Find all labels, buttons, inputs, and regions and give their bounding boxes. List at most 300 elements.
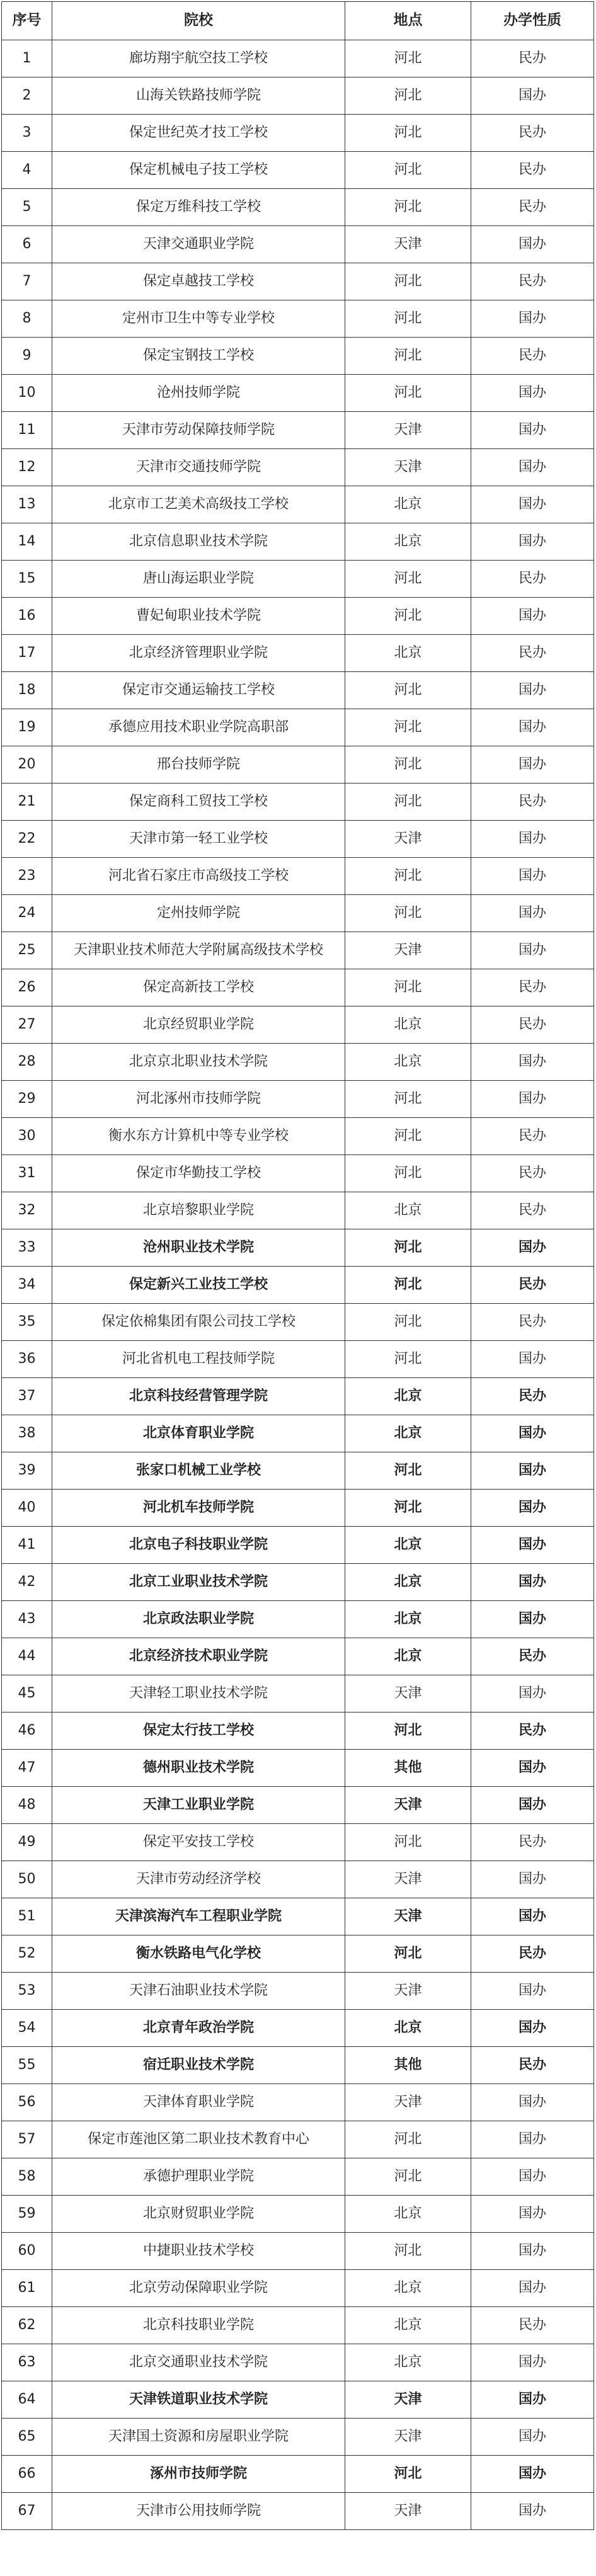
row-number: 15 [2, 561, 52, 598]
school-location: 天津 [345, 412, 471, 449]
school-location: 河北 [345, 672, 471, 709]
table-row [2, 2196, 594, 2233]
table-row [2, 1713, 594, 1750]
school-location: 河北 [345, 338, 471, 375]
table-row [2, 1935, 594, 1973]
school-name: 保定宝钢技工学校 [52, 338, 345, 375]
table-row [2, 2121, 594, 2158]
row-number: 65 [2, 2419, 52, 2456]
school-name: 北京工业职业技术学院 [52, 1564, 345, 1601]
school-name: 天津市劳动经济学校 [52, 1861, 345, 1898]
row-number: 9 [2, 338, 52, 375]
row-number: 49 [2, 1824, 52, 1861]
school-location: 天津 [345, 1675, 471, 1713]
school-name: 宿迁职业技术学院 [52, 2047, 345, 2084]
table-row [2, 1267, 594, 1304]
row-number: 60 [2, 2233, 52, 2270]
table-row [2, 1824, 594, 1861]
row-number: 23 [2, 858, 52, 895]
school-name: 天津市劳动保障技师学院 [52, 412, 345, 449]
row-number: 44 [2, 1638, 52, 1675]
school-nature: 国办 [471, 1861, 594, 1898]
school-nature: 民办 [471, 1378, 594, 1415]
school-nature: 国办 [471, 2381, 594, 2419]
school-nature: 国办 [471, 672, 594, 709]
row-number: 13 [2, 486, 52, 523]
table-row [2, 1490, 594, 1527]
table-row [2, 1415, 594, 1452]
row-number: 38 [2, 1415, 52, 1452]
school-nature: 国办 [471, 1044, 594, 1081]
school-name: 唐山海运职业学院 [52, 561, 345, 598]
school-nature: 国办 [471, 932, 594, 969]
school-name: 保定市交通运输技工学校 [52, 672, 345, 709]
table-row [2, 598, 594, 635]
table-row [2, 932, 594, 969]
row-number: 17 [2, 635, 52, 672]
school-location: 北京 [345, 1601, 471, 1638]
school-location: 天津 [345, 1861, 471, 1898]
school-nature: 国办 [471, 2233, 594, 2270]
school-nature: 国办 [471, 2121, 594, 2158]
school-name: 北京培黎职业学院 [52, 1192, 345, 1229]
school-nature: 国办 [471, 523, 594, 561]
school-nature: 国办 [471, 77, 594, 115]
school-name: 保定卓越技工学校 [52, 263, 345, 300]
school-nature: 国办 [471, 2270, 594, 2307]
table-row [2, 1006, 594, 1044]
school-nature: 民办 [471, 2047, 594, 2084]
school-name: 保定平安技工学校 [52, 1824, 345, 1861]
row-number: 1 [2, 40, 52, 77]
school-location: 北京 [345, 2196, 471, 2233]
row-number: 8 [2, 300, 52, 338]
table-row [2, 2419, 594, 2456]
table-row [2, 1787, 594, 1824]
school-name: 沧州技师学院 [52, 375, 345, 412]
school-name: 中捷职业技术学校 [52, 2233, 345, 2270]
row-number: 14 [2, 523, 52, 561]
row-number: 56 [2, 2084, 52, 2121]
school-name: 北京经贸职业学院 [52, 1006, 345, 1044]
table-row [2, 1341, 594, 1378]
table-row [2, 2233, 594, 2270]
school-location: 其他 [345, 2047, 471, 2084]
table-row [2, 375, 594, 412]
school-nature: 民办 [471, 189, 594, 226]
school-location: 河北 [345, 1452, 471, 1490]
table-row [2, 969, 594, 1006]
row-number: 19 [2, 709, 52, 746]
row-number: 48 [2, 1787, 52, 1824]
school-nature: 民办 [471, 152, 594, 189]
school-nature: 民办 [471, 1267, 594, 1304]
table-row [2, 189, 594, 226]
school-location: 天津 [345, 2419, 471, 2456]
school-location: 河北 [345, 40, 471, 77]
school-name: 曹妃甸职业技术学院 [52, 598, 345, 635]
row-number: 30 [2, 1118, 52, 1155]
school-location: 天津 [345, 449, 471, 486]
school-nature: 国办 [471, 1601, 594, 1638]
row-number: 22 [2, 821, 52, 858]
school-location: 天津 [345, 2493, 471, 2530]
school-name: 涿州市技师学院 [52, 2456, 345, 2493]
row-number: 11 [2, 412, 52, 449]
school-nature: 国办 [471, 226, 594, 263]
school-name: 保定市莲池区第二职业技术教育中心 [52, 2121, 345, 2158]
row-number: 4 [2, 152, 52, 189]
table-row [2, 1044, 594, 1081]
school-nature: 国办 [471, 1675, 594, 1713]
school-name: 保定太行技工学校 [52, 1713, 345, 1750]
row-number: 16 [2, 598, 52, 635]
school-location: 北京 [345, 1415, 471, 1452]
school-location: 北京 [345, 2344, 471, 2381]
school-location: 北京 [345, 1638, 471, 1675]
school-nature: 国办 [471, 1787, 594, 1824]
row-number: 45 [2, 1675, 52, 1713]
school-name: 保定世纪英才技工学校 [52, 115, 345, 152]
school-location: 河北 [345, 784, 471, 821]
row-number: 26 [2, 969, 52, 1006]
header-school: 院校 [52, 2, 345, 40]
school-location: 北京 [345, 1044, 471, 1081]
school-location: 其他 [345, 1750, 471, 1787]
table-row [2, 746, 594, 784]
table-row [2, 2158, 594, 2196]
row-number: 67 [2, 2493, 52, 2530]
school-location: 河北 [345, 1935, 471, 1973]
school-location: 天津 [345, 821, 471, 858]
school-nature: 民办 [471, 1192, 594, 1229]
school-location: 北京 [345, 2010, 471, 2047]
row-number: 40 [2, 1490, 52, 1527]
school-nature: 国办 [471, 895, 594, 932]
row-number: 29 [2, 1081, 52, 1118]
table-row [2, 821, 594, 858]
school-location: 北京 [345, 523, 471, 561]
school-nature: 国办 [471, 2493, 594, 2530]
table-row [2, 1304, 594, 1341]
header-location: 地点 [345, 2, 471, 40]
row-number: 5 [2, 189, 52, 226]
school-name: 北京市工艺美术高级技工学校 [52, 486, 345, 523]
table-header [2, 2, 594, 40]
school-name: 北京京北职业技术学院 [52, 1044, 345, 1081]
school-name: 河北省石家庄市高级技工学校 [52, 858, 345, 895]
school-location: 河北 [345, 709, 471, 746]
school-nature: 民办 [471, 1155, 594, 1192]
row-number: 43 [2, 1601, 52, 1638]
school-name: 北京青年政治学院 [52, 2010, 345, 2047]
school-location: 北京 [345, 2270, 471, 2307]
row-number: 61 [2, 2270, 52, 2307]
row-number: 55 [2, 2047, 52, 2084]
table-row [2, 338, 594, 375]
school-name: 天津铁道职业技术学院 [52, 2381, 345, 2419]
row-number: 3 [2, 115, 52, 152]
school-nature: 民办 [471, 263, 594, 300]
school-location: 河北 [345, 300, 471, 338]
table-row [2, 2010, 594, 2047]
school-location: 河北 [345, 746, 471, 784]
table-row [2, 858, 594, 895]
table-row [2, 1527, 594, 1564]
school-location: 河北 [345, 1155, 471, 1192]
school-name: 沧州职业技术学院 [52, 1229, 345, 1267]
school-location: 天津 [345, 226, 471, 263]
school-name: 天津石油职业技术学院 [52, 1973, 345, 2010]
row-number: 35 [2, 1304, 52, 1341]
table-row [2, 1638, 594, 1675]
school-name: 北京交通职业技术学院 [52, 2344, 345, 2381]
school-name: 保定高新技工学校 [52, 969, 345, 1006]
row-number: 6 [2, 226, 52, 263]
table-row [2, 115, 594, 152]
row-number: 10 [2, 375, 52, 412]
school-location: 河北 [345, 152, 471, 189]
school-name: 北京科技经营管理学院 [52, 1378, 345, 1415]
school-location: 河北 [345, 969, 471, 1006]
school-nature: 民办 [471, 1824, 594, 1861]
school-location: 河北 [345, 263, 471, 300]
school-nature: 民办 [471, 561, 594, 598]
school-nature: 民办 [471, 2307, 594, 2344]
row-number: 20 [2, 746, 52, 784]
school-nature: 国办 [471, 2419, 594, 2456]
table-row [2, 784, 594, 821]
school-location: 河北 [345, 1118, 471, 1155]
school-nature: 民办 [471, 1118, 594, 1155]
row-number: 54 [2, 2010, 52, 2047]
school-name: 河北省机电工程技师学院 [52, 1341, 345, 1378]
table-row [2, 2381, 594, 2419]
school-location: 河北 [345, 2158, 471, 2196]
table-row [2, 412, 594, 449]
school-nature: 民办 [471, 969, 594, 1006]
school-location: 河北 [345, 1713, 471, 1750]
school-location: 河北 [345, 561, 471, 598]
table-row [2, 1192, 594, 1229]
school-name: 天津轻工职业技术学院 [52, 1675, 345, 1713]
table-row [2, 2307, 594, 2344]
school-location: 北京 [345, 1564, 471, 1601]
school-name: 保定新兴工业技工学校 [52, 1267, 345, 1304]
school-name: 北京经济技术职业学院 [52, 1638, 345, 1675]
table-row [2, 2084, 594, 2121]
school-location: 河北 [345, 2456, 471, 2493]
school-nature: 国办 [471, 1973, 594, 2010]
school-nature: 国办 [471, 449, 594, 486]
row-number: 34 [2, 1267, 52, 1304]
row-number: 42 [2, 1564, 52, 1601]
row-number: 21 [2, 784, 52, 821]
school-name: 山海关铁路技师学院 [52, 77, 345, 115]
school-nature: 国办 [471, 1750, 594, 1787]
school-location: 河北 [345, 1341, 471, 1378]
school-location: 北京 [345, 1527, 471, 1564]
school-name: 廊坊翔宇航空技工学校 [52, 40, 345, 77]
school-location: 河北 [345, 895, 471, 932]
school-location: 河北 [345, 2233, 471, 2270]
school-name: 北京政法职业学院 [52, 1601, 345, 1638]
school-location: 河北 [345, 1267, 471, 1304]
row-number: 41 [2, 1527, 52, 1564]
school-name: 保定机械电子技工学校 [52, 152, 345, 189]
school-nature: 国办 [471, 1415, 594, 1452]
school-location: 河北 [345, 1081, 471, 1118]
school-name: 定州市卫生中等专业学校 [52, 300, 345, 338]
school-location: 北京 [345, 1192, 471, 1229]
table-row [2, 40, 594, 77]
school-name: 邢台技师学院 [52, 746, 345, 784]
school-name: 天津交通职业学院 [52, 226, 345, 263]
school-nature: 国办 [471, 1564, 594, 1601]
school-nature: 国办 [471, 2344, 594, 2381]
table-row [2, 1601, 594, 1638]
school-nature: 国办 [471, 598, 594, 635]
school-name: 天津市公用技师学院 [52, 2493, 345, 2530]
row-number: 28 [2, 1044, 52, 1081]
school-nature: 民办 [471, 1638, 594, 1675]
school-location: 河北 [345, 115, 471, 152]
school-location: 天津 [345, 1973, 471, 2010]
school-location: 北京 [345, 1378, 471, 1415]
header-number: 序号 [2, 2, 52, 40]
school-location: 河北 [345, 189, 471, 226]
table-row [2, 2270, 594, 2307]
school-name: 河北机车技师学院 [52, 1490, 345, 1527]
school-nature: 国办 [471, 858, 594, 895]
header-row [2, 2, 594, 40]
table-row [2, 77, 594, 115]
school-name: 北京体育职业学院 [52, 1415, 345, 1452]
school-location: 北京 [345, 1006, 471, 1044]
school-name: 北京科技职业学院 [52, 2307, 345, 2344]
school-nature: 国办 [471, 1527, 594, 1564]
table-body [2, 40, 594, 2530]
school-name: 河北涿州市技师学院 [52, 1081, 345, 1118]
school-nature: 国办 [471, 746, 594, 784]
row-number: 64 [2, 2381, 52, 2419]
school-nature: 民办 [471, 635, 594, 672]
table-row [2, 300, 594, 338]
school-nature: 国办 [471, 2010, 594, 2047]
school-location: 河北 [345, 1490, 471, 1527]
school-nature: 民办 [471, 1304, 594, 1341]
row-number: 33 [2, 1229, 52, 1267]
row-number: 2 [2, 77, 52, 115]
row-number: 66 [2, 2456, 52, 2493]
school-location: 天津 [345, 1787, 471, 1824]
school-name: 保定万维科技工学校 [52, 189, 345, 226]
table-row [2, 1378, 594, 1415]
school-location: 河北 [345, 375, 471, 412]
table-row [2, 2344, 594, 2381]
school-name: 北京劳动保障职业学院 [52, 2270, 345, 2307]
school-nature: 国办 [471, 486, 594, 523]
row-number: 32 [2, 1192, 52, 1229]
row-number: 7 [2, 263, 52, 300]
row-number: 31 [2, 1155, 52, 1192]
school-nature: 国办 [471, 821, 594, 858]
school-nature: 国办 [471, 2158, 594, 2196]
table-row [2, 226, 594, 263]
table-row [2, 2493, 594, 2530]
row-number: 51 [2, 1898, 52, 1935]
school-nature: 国办 [471, 709, 594, 746]
table-row [2, 635, 594, 672]
school-name: 承德应用技术职业学院高职部 [52, 709, 345, 746]
school-location: 天津 [345, 932, 471, 969]
school-location: 北京 [345, 486, 471, 523]
school-location: 河北 [345, 1824, 471, 1861]
school-location: 天津 [345, 2084, 471, 2121]
school-location: 河北 [345, 2121, 471, 2158]
school-nature: 民办 [471, 115, 594, 152]
row-number: 37 [2, 1378, 52, 1415]
table-row [2, 523, 594, 561]
school-name: 保定商科工贸技工学校 [52, 784, 345, 821]
school-nature: 国办 [471, 1490, 594, 1527]
table-row [2, 709, 594, 746]
school-location: 天津 [345, 1898, 471, 1935]
table-row [2, 1229, 594, 1267]
school-name: 天津市第一轻工业学校 [52, 821, 345, 858]
row-number: 52 [2, 1935, 52, 1973]
school-location: 河北 [345, 858, 471, 895]
row-number: 63 [2, 2344, 52, 2381]
table-row [2, 2456, 594, 2493]
school-name: 承德护理职业学院 [52, 2158, 345, 2196]
school-nature: 民办 [471, 784, 594, 821]
table-row [2, 1898, 594, 1935]
school-nature: 民办 [471, 338, 594, 375]
school-name: 定州技师学院 [52, 895, 345, 932]
school-name: 衡水东方计算机中等专业学校 [52, 1118, 345, 1155]
school-name: 保定市华勤技工学校 [52, 1155, 345, 1192]
table-row [2, 561, 594, 598]
school-name: 北京信息职业技术学院 [52, 523, 345, 561]
table-row [2, 1118, 594, 1155]
school-name: 天津职业技术师范大学附属高级技术学校 [52, 932, 345, 969]
school-nature: 民办 [471, 1935, 594, 1973]
table-row [2, 486, 594, 523]
school-nature: 国办 [471, 1452, 594, 1490]
row-number: 25 [2, 932, 52, 969]
school-nature: 民办 [471, 1006, 594, 1044]
school-name: 天津工业职业学院 [52, 1787, 345, 1824]
school-location: 河北 [345, 1304, 471, 1341]
school-location: 北京 [345, 2307, 471, 2344]
school-nature: 国办 [471, 375, 594, 412]
row-number: 53 [2, 1973, 52, 2010]
table-row [2, 449, 594, 486]
school-nature: 国办 [471, 2084, 594, 2121]
school-nature: 国办 [471, 2196, 594, 2233]
row-number: 36 [2, 1341, 52, 1378]
school-name: 北京电子科技职业学院 [52, 1527, 345, 1564]
table-row [2, 1750, 594, 1787]
row-number: 58 [2, 2158, 52, 2196]
school-nature: 国办 [471, 1229, 594, 1267]
row-number: 12 [2, 449, 52, 486]
school-location: 河北 [345, 1229, 471, 1267]
row-number: 18 [2, 672, 52, 709]
school-name: 天津国土资源和房屋职业学院 [52, 2419, 345, 2456]
table-row [2, 1973, 594, 2010]
